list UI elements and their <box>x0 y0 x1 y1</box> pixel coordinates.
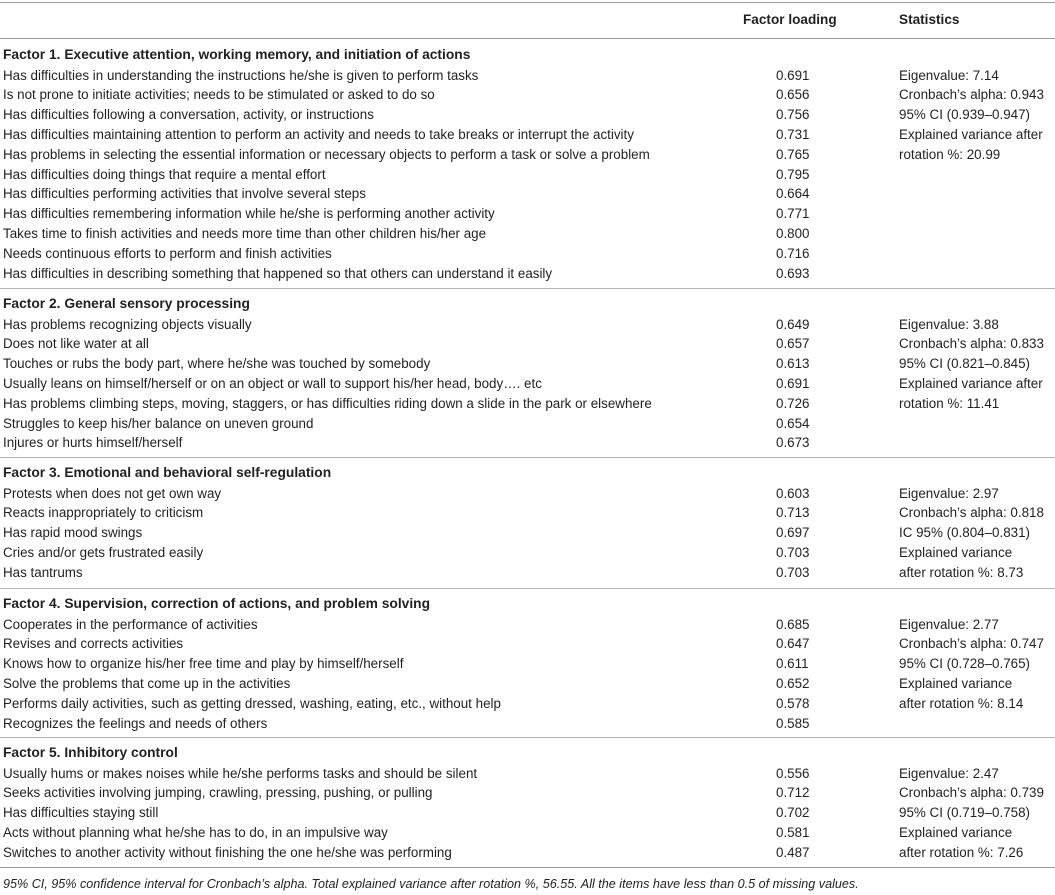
item-text: Knows how to organize his/her free time and play by himself/herself <box>3 656 404 671</box>
item-text: Usually leans on himself/herself or on an object or wall to support his/her head, body…. etc <box>3 376 542 391</box>
factor-divider <box>0 737 1055 738</box>
factor-loading-value: 0.487 <box>776 845 810 860</box>
item-text: Protests when does not get own way <box>3 486 222 501</box>
item-text: Has difficulties following a conversation, activity, or instructions <box>3 107 374 122</box>
item-text: Has problems in selecting the essential information or necessary objects to perform a task or solve a problem <box>3 147 650 162</box>
factor-loading-value: 0.697 <box>776 525 810 540</box>
table-row <box>0 435 1055 455</box>
table-row <box>0 785 1055 805</box>
table-row <box>0 505 1055 525</box>
table-row <box>0 376 1055 396</box>
table-row <box>0 656 1055 676</box>
table-row <box>0 825 1055 845</box>
factor-loading-value: 0.756 <box>776 107 810 122</box>
item-text: Has difficulties staying still <box>3 805 159 820</box>
item-text: Has rapid mood swings <box>3 525 143 540</box>
factor-loading-value: 0.713 <box>776 505 810 520</box>
item-text: Has difficulties doing things that require a mental effort <box>3 167 326 182</box>
factor-title: Factor 1. Executive attention, working memory, and initiation of actions <box>3 47 471 62</box>
statistics-text: 95% CI (0.939–0.947) <box>899 107 1031 122</box>
factor-divider <box>0 288 1055 289</box>
header-statistics: Statistics <box>899 12 960 27</box>
item-text: Seeks activities involving jumping, crawling, pressing, pushing, or pulling <box>3 785 433 800</box>
table-row <box>0 766 1055 786</box>
factor-loading-value: 0.702 <box>776 805 810 820</box>
item-text: Reacts inappropriately to criticism <box>3 505 204 520</box>
table-row <box>0 565 1055 585</box>
factor-loading-value: 0.611 <box>776 656 809 671</box>
factor-loading-value: 0.800 <box>776 226 810 241</box>
table-row <box>0 127 1055 147</box>
item-text: Does not like water at all <box>3 336 149 351</box>
factor-loading-value: 0.716 <box>776 246 810 261</box>
item-text: Is not prone to initiate activities; needs to be stimulated or asked to do so <box>3 87 435 102</box>
item-text: Takes time to finish activities and needs more time than other children his/her age <box>3 226 487 241</box>
factor-loading-value: 0.703 <box>776 565 810 580</box>
statistics-text: Cronbach’s alpha: 0.818 <box>899 505 1044 520</box>
statistics-text: Eigenvalue: 2.77 <box>899 617 999 632</box>
table-row <box>0 845 1055 865</box>
item-text: Has difficulties performing activities that involve several steps <box>3 186 366 201</box>
statistics-text: Cronbach’s alpha: 0.943 <box>899 87 1044 102</box>
factor-loading-value: 0.685 <box>776 617 810 632</box>
factor-loading-value: 0.765 <box>776 147 810 162</box>
statistics-text: Explained variance after <box>899 127 1043 142</box>
table-row <box>0 617 1055 637</box>
item-text: Cries and/or gets frustrated easily <box>3 545 204 560</box>
table-row <box>0 696 1055 716</box>
factor-loading-value: 0.693 <box>776 266 810 281</box>
factor-loading-value: 0.664 <box>776 186 810 201</box>
statistics-text: Eigenvalue: 7.14 <box>899 68 999 83</box>
item-text: Has problems climbing steps, moving, staggers, or has difficulties riding down a slide in the park or elsewhere <box>3 396 652 411</box>
factor-loading-value: 0.726 <box>776 396 810 411</box>
item-text: Has difficulties maintaining attention to perform an activity and needs to take breaks or interrupt the activity <box>3 127 634 142</box>
statistics-text: rotation %: 20.99 <box>899 147 1001 162</box>
factor-divider <box>0 588 1055 589</box>
item-text: Performs daily activities, such as getting dressed, washing, eating, etc., without help <box>3 696 501 711</box>
item-text: Usually hums or makes noises while he/she performs tasks and should be silent <box>3 766 478 781</box>
table-row <box>0 356 1055 376</box>
statistics-text: Cronbach’s alpha: 0.747 <box>899 636 1044 651</box>
statistics-text: Cronbach’s alpha: 0.833 <box>899 336 1044 351</box>
item-text: Has difficulties in describing something that happened so that others can understand it easily <box>3 266 553 281</box>
statistics-text: Explained variance <box>899 825 1013 840</box>
table-row <box>0 107 1055 127</box>
table-row <box>0 266 1055 286</box>
table-row <box>0 246 1055 266</box>
factor-loading-value: 0.603 <box>776 486 810 501</box>
statistics-text: Eigenvalue: 3.88 <box>899 317 999 332</box>
factor-loading-value: 0.654 <box>776 416 810 431</box>
header-factor-loading: Factor loading <box>743 12 837 27</box>
statistics-text: after rotation %: 7.26 <box>899 845 1024 860</box>
item-text: Struggles to keep his/her balance on uneven ground <box>3 416 314 431</box>
item-text: Cooperates in the performance of activities <box>3 617 258 632</box>
factor-divider <box>0 457 1055 458</box>
table-row <box>0 167 1055 187</box>
statistics-text: Explained variance after <box>899 376 1043 391</box>
factor-loading-value: 0.613 <box>776 356 810 371</box>
statistics-text: 95% CI (0.821–0.845) <box>899 356 1031 371</box>
statistics-text: rotation %: 11.41 <box>899 396 1000 411</box>
factor-loading-value: 0.581 <box>776 825 810 840</box>
factor-title: Factor 5. Inhibitory control <box>3 745 178 760</box>
item-text: Has tantrums <box>3 565 83 580</box>
factor-loading-value: 0.656 <box>776 87 810 102</box>
statistics-text: 95% CI (0.728–0.765) <box>899 656 1031 671</box>
table-row <box>0 676 1055 696</box>
table-row <box>0 416 1055 436</box>
header-rule <box>0 38 1055 39</box>
item-text: Has difficulties in understanding the instructions he/she is given to perform tasks <box>3 68 479 83</box>
factor-loading-value: 0.585 <box>776 716 810 731</box>
table-row <box>0 87 1055 107</box>
factor-loading-value: 0.771 <box>776 206 810 221</box>
statistics-text: Explained variance <box>899 676 1013 691</box>
statistics-text: after rotation %: 8.73 <box>899 565 1024 580</box>
table-top-rule <box>0 2 1055 3</box>
item-text: Solve the problems that come up in the activities <box>3 676 291 691</box>
factor-loading-value: 0.556 <box>776 766 810 781</box>
table-row <box>0 226 1055 246</box>
table-footnote: 95% CI, 95% confidence interval for Cronbach’s alpha. Total explained variance after rotation %, 56.55. All the items have less than 0.5 of missing values. <box>3 877 859 891</box>
table-bottom-rule <box>0 867 1055 868</box>
statistics-text: Eigenvalue: 2.47 <box>899 766 999 781</box>
item-text: Needs continuous efforts to perform and finish activities <box>3 246 332 261</box>
table-row <box>0 636 1055 656</box>
table-row <box>0 317 1055 337</box>
table-row <box>0 147 1055 167</box>
table-row <box>0 805 1055 825</box>
table-row <box>0 68 1055 88</box>
factor-loading-value: 0.673 <box>776 435 810 450</box>
factor-title: Factor 4. Supervision, correction of actions, and problem solving <box>3 596 431 611</box>
item-text: Injures or hurts himself/herself <box>3 435 183 450</box>
item-text: Revises and corrects activities <box>3 636 184 651</box>
statistics-text: Cronbach’s alpha: 0.739 <box>899 785 1044 800</box>
table-row <box>0 486 1055 506</box>
factor-loading-value: 0.731 <box>776 127 810 142</box>
table-row <box>0 525 1055 545</box>
statistics-text: Explained variance <box>899 545 1013 560</box>
factor-loading-value: 0.649 <box>776 317 810 332</box>
table-row <box>0 206 1055 226</box>
item-text: Has problems recognizing objects visually <box>3 317 252 332</box>
table-row <box>0 186 1055 206</box>
factor-loading-value: 0.691 <box>776 376 810 391</box>
factor-loading-value: 0.795 <box>776 167 810 182</box>
factor-loading-value: 0.703 <box>776 545 810 560</box>
factor-title: Factor 2. General sensory processing <box>3 296 250 311</box>
factor-loading-value: 0.578 <box>776 696 810 711</box>
table-row <box>0 336 1055 356</box>
item-text: Touches or rubs the body part, where he/she was touched by somebody <box>3 356 431 371</box>
factor-title: Factor 3. Emotional and behavioral self-regulation <box>3 465 332 480</box>
factor-loading-value: 0.691 <box>776 68 810 83</box>
item-text: Acts without planning what he/she has to do, in an impulsive way <box>3 825 388 840</box>
factor-loading-value: 0.712 <box>776 785 810 800</box>
statistics-text: 95% CI (0.719–0.758) <box>899 805 1031 820</box>
factor-loading-value: 0.652 <box>776 676 810 691</box>
table-row <box>0 396 1055 416</box>
factor-loading-value: 0.657 <box>776 336 810 351</box>
statistics-text: Eigenvalue: 2.97 <box>899 486 999 501</box>
item-text: Has difficulties remembering information while he/she is performing another activity <box>3 206 495 221</box>
item-text: Recognizes the feelings and needs of others <box>3 716 268 731</box>
statistics-text: IC 95% (0.804–0.831) <box>899 525 1031 540</box>
table-row <box>0 545 1055 565</box>
table-row <box>0 716 1055 736</box>
item-text: Switches to another activity without finishing the one he/she was performing <box>3 845 452 860</box>
statistics-text: after rotation %: 8.14 <box>899 696 1024 711</box>
factor-loading-value: 0.647 <box>776 636 810 651</box>
